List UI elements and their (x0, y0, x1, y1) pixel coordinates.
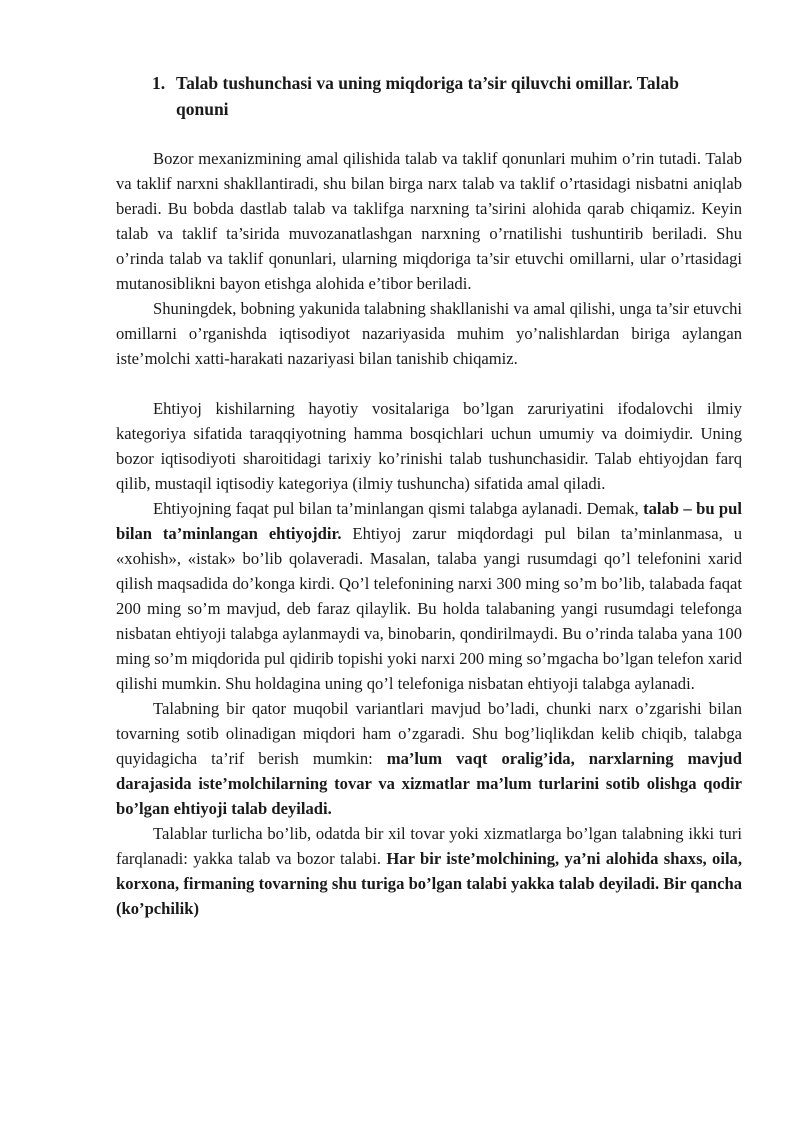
paragraph (116, 146, 742, 296)
definition-bold: talab – bu pul bilan ta’minlangan ehtiyojdir. (116, 499, 742, 543)
text-run: Ehtiyoj zarur miqdordagi pul bilan ta’minlanmasa, u «xohish», «istak» bo’lib qolaveradi. Masalan, talaba yangi rusumdagi qo’l telefonini xarid qilish maqsadida do’konga kirdi. Qo’l telefonining narxi 300 ming so’m bo’lib, talabada faqat 200 ming so’m mavjud, deb faraz qilaylik. Bu holda talabaning yangi rusumdagi telefonga nisbatan ehtiyoji talabga aylanmaydi va, binobarin, qondirilmaydi. Bu o’rinda talaba yana 100 ming so’m miqdorida pul qidirib topishi yoki narxi 200 ming so’mgacha bo’lgan telefon xarid qilishi mumkin. Shu holdagina uning qo’l telefoniga nisbatan ehtiyoji talabga aylanadi. (116, 524, 742, 693)
paragraph (116, 821, 742, 921)
text-run: Ehtiyoj kishilarning hayotiy vositalariga bo’lgan zaruriyatini ifodalovchi ilmiy kategoriya sifatida taraqqiyotning hamma bosqichlari uchun umumiy va doimiydir. Uning bozor iqtisodiyoti sharoitidagi tarixiy ko’rinishi talab tushunchasidir. Talab ehtiyojdan farq qilib, mustaqil iqtisodiy kategoriya (ilmiy tushuncha) sifatida amal qiladi. (116, 399, 742, 493)
text-run: Talabning bir qator muqobil variantlari mavjud bo’ladi, chunki narx o’zgarishi bilan tovarning sotib olinadigan miqdori ham o’zgaradi. Shu bog’liqlikdan kelib chiqib, talabga quyidagicha ta’rif berish mumkin: (116, 699, 742, 768)
heading-number: 1. (152, 73, 166, 93)
paragraph (116, 696, 742, 821)
definition-bold: ma’lum vaqt oralig’ida, narxlarning mavjud darajasida iste’molchilarning tovar va xizmatlar ma’lum turlarini sotib olishga qodir bo’lgan ehtiyoji talab deyiladi. (116, 749, 742, 818)
paragraph (116, 296, 742, 371)
text-run: Ehtiyojning faqat pul bilan ta’minlangan qismi talabga aylanadi. Demak, (153, 499, 644, 518)
text-run: Talablar turlicha bo’lib, odatda bir xil tovar yoki xizmatlarga bo’lgan talabning ikki turi farqlanadi: yakka talab va bozor talabi. (116, 824, 742, 868)
section-heading (152, 70, 742, 122)
paragraph (116, 396, 742, 496)
paragraph (116, 496, 742, 696)
definition-bold: Har bir iste’molchining, ya’ni alohida shaxs, oila, korxona, firmaning tovarning shu turiga bo’lgan talabi yakka talab deyiladi. Bir qancha (ko’pchilik) (116, 849, 743, 918)
text-run: Bozor mexanizmining amal qilishida talab va taklif qonunlari muhim o’rin tutadi. Talab va taklif narxni shakllantiradi, shu bilan birga narx talab va taklif o’rtasidagi nisbatni aniqlab beradi. Bu bobda dastlab talab va taklifga narxning ta’sirini alohida qarab chiqamiz. Keyin talab va taklif ta’sirida muvozanatlashgan narxning o’rnatilishi tushuntirib beriladi. Shu o’rinda talab va taklif qonunlari, ularning miqdoriga ta’sir etuvchi omillarni, ular o’rtasidagi mutanosiblikni bayon etishga alohida e’tibor beriladi. (116, 149, 742, 293)
document-page (116, 70, 742, 921)
heading-title: Talab tushunchasi va uning miqdoriga ta’sir qiluvchi omillar. Talab qonuni (176, 73, 679, 119)
text-run: Shuningdek, bobning yakunida talabning shakllanishi va amal qilishi, unga ta’sir etuvchi omillarni o’rganishda iqtisodiyot nazariyasida muhim yo’nalishlardan biriga aylangan iste’molchi xatti-harakati nazariyasi bilan tanishib chiqamiz. (116, 299, 742, 368)
